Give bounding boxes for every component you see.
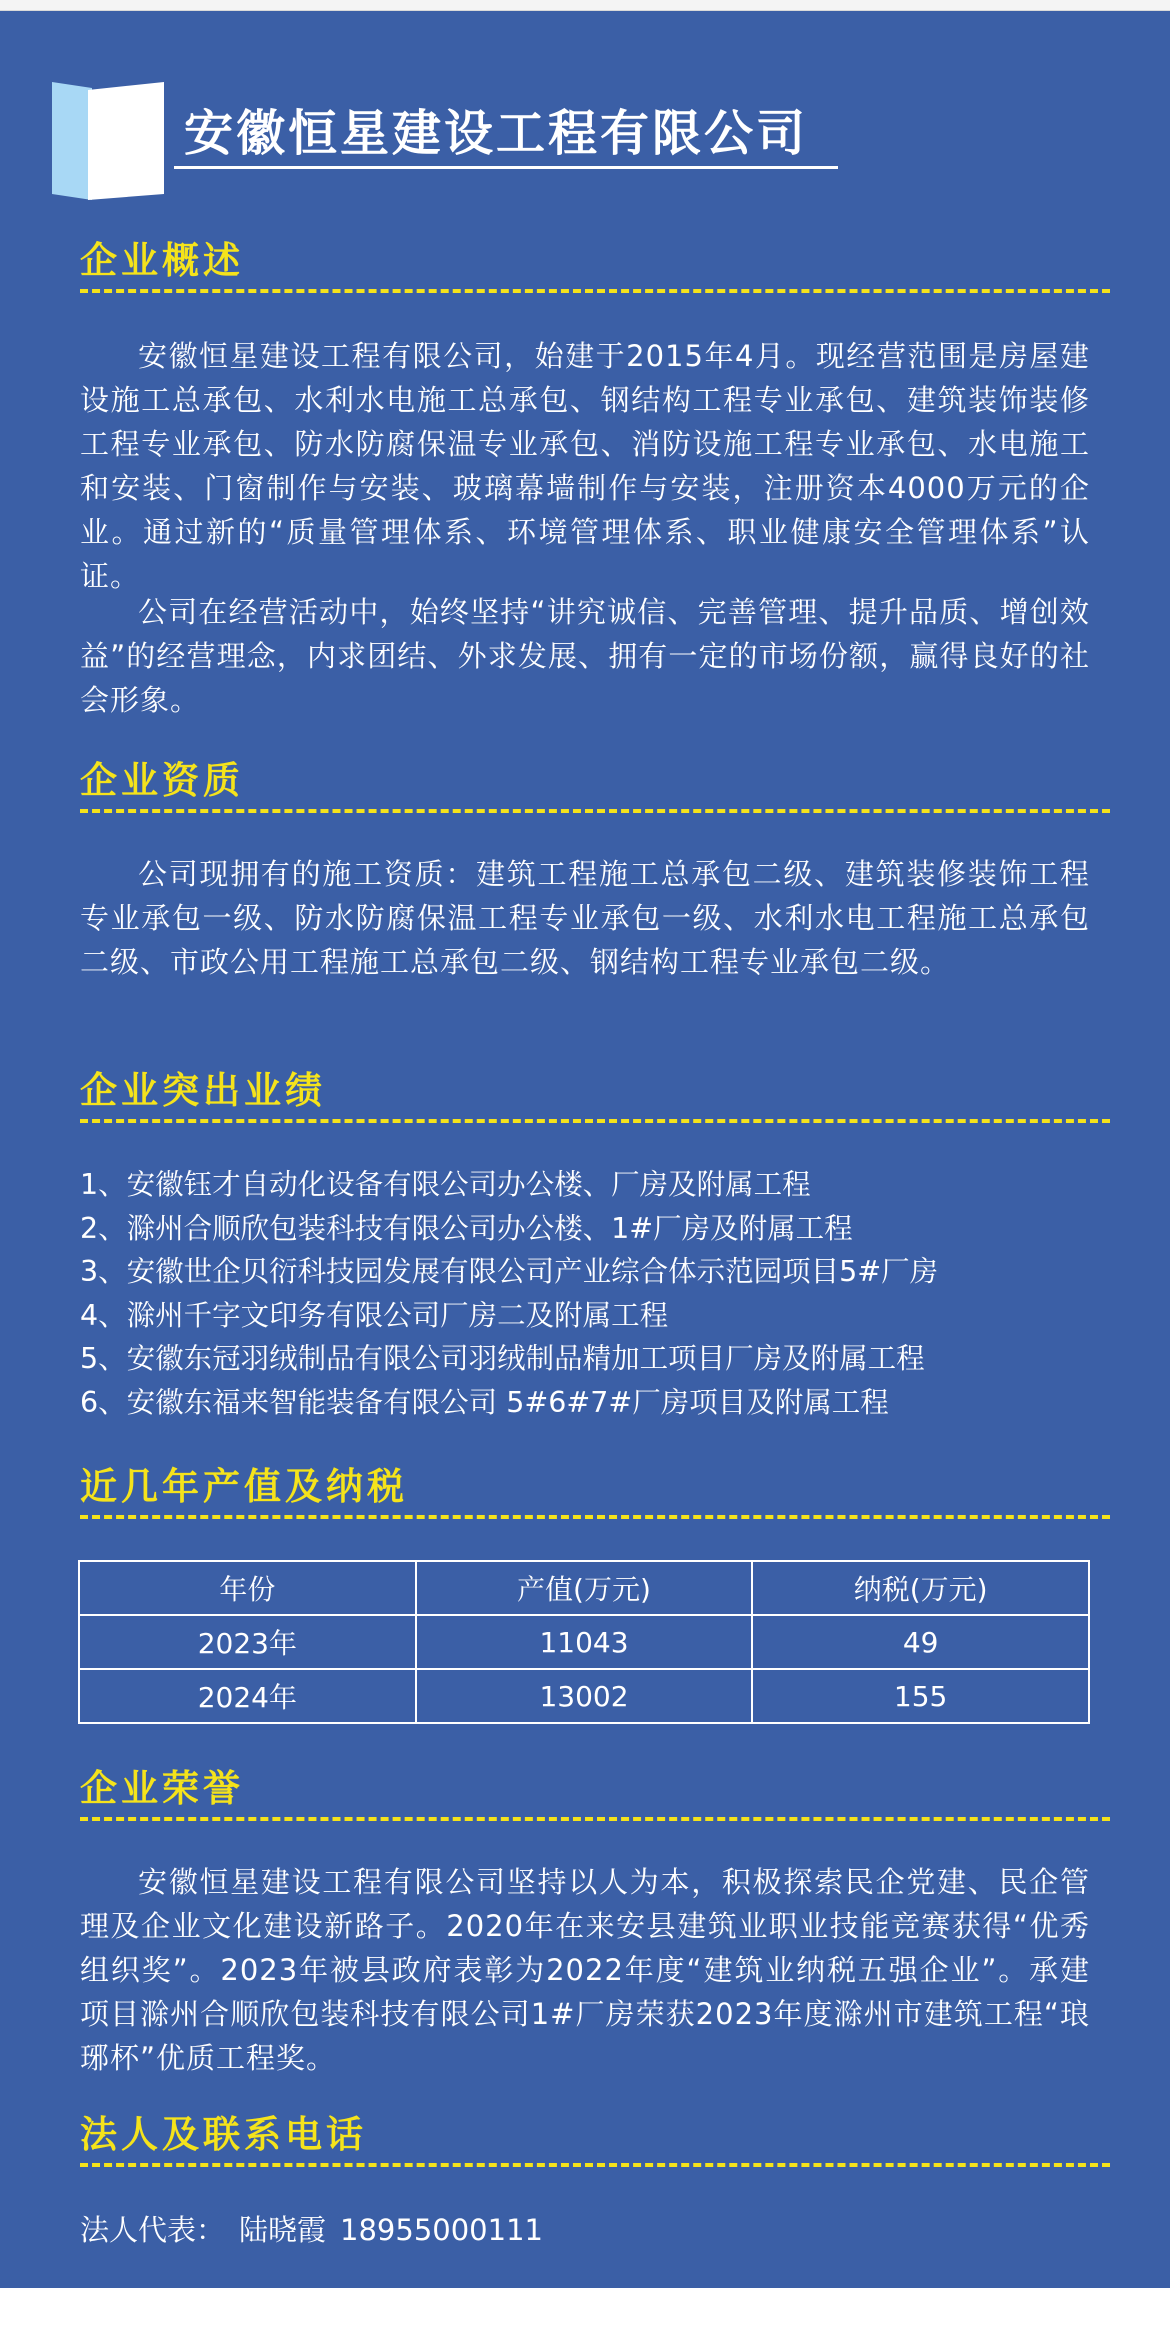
list-item: 1、安徽钰才自动化设备有限公司办公楼、厂房及附属工程 xyxy=(80,1168,811,1201)
table-cell: 2023年 xyxy=(79,1615,416,1669)
section-title-contact: 法人及联系电话 xyxy=(80,2112,367,2156)
company-name: 安徽恒星建设工程有限公司 xyxy=(184,105,809,162)
contact-name: 陆晓霞 xyxy=(239,2213,327,2247)
section-divider xyxy=(80,1817,1110,1821)
table-cell: 2024年 xyxy=(79,1669,416,1723)
list-item: 5、安徽东冠羽绒制品有限公司羽绒制品精加工项目厂房及附属工程 xyxy=(80,1342,925,1375)
achievements-list xyxy=(80,1163,1120,1424)
output-tax-table xyxy=(78,1560,1090,1724)
section-divider xyxy=(80,2163,1110,2167)
table-header-cell: 年份 xyxy=(79,1561,416,1615)
bottom-strip xyxy=(0,2288,1170,2348)
contact-label: 法人代表： xyxy=(80,2213,226,2247)
section-divider xyxy=(80,1515,1110,1519)
table-header-cell: 产值(万元) xyxy=(416,1561,753,1615)
contact-line xyxy=(80,2210,557,2250)
section-divider xyxy=(80,809,1110,813)
section-title-overview: 企业概述 xyxy=(80,238,244,282)
overview-paragraph-2: 公司在经营活动中，始终坚持“讲究诚信、完善管理、提升品质、增创效益”的经营理念，内求团结、外求发展、拥有一定的市场份额，赢得良好的社会形象。 xyxy=(80,595,1090,717)
table-cell: 13002 xyxy=(416,1669,753,1723)
table-cell: 155 xyxy=(752,1669,1089,1723)
qualification-paragraph: 公司现拥有的施工资质：建筑工程施工总承包二级、建筑装修装饰工程专业承包一级、防水防腐保温工程专业承包一级、水利水电工程施工总承包二级、市政公用工程施工总承包二级、钢结构工程专业承包二级。 xyxy=(80,857,1090,979)
section-title-honors: 企业荣誉 xyxy=(80,1766,244,1810)
section-title-output-tax: 近几年产值及纳税 xyxy=(80,1464,408,1508)
section-title-qualification: 企业资质 xyxy=(80,758,244,802)
honors-paragraph: 安徽恒星建设工程有限公司坚持以人为本，积极探索民企党建、民企管理及企业文化建设新路子。2020年在来安县建筑业职业技能竞赛获得“优秀组织奖”。2023年被县政府表彰为2022年度“建筑业纳税五强企业”。承建项目滁州合顺欣包装科技有限公司1#厂房荣获2023年度滁州市建筑工程“琅琊杯”优质工程奖。 xyxy=(80,1865,1090,2075)
table-header-cell: 纳税(万元) xyxy=(752,1561,1089,1615)
company-logo-icon xyxy=(52,82,164,200)
list-item: 3、安徽世企贝衍科技园发展有限公司产业综合体示范园项目5#厂房 xyxy=(80,1255,939,1288)
list-item: 2、滁州合顺欣包装科技有限公司办公楼、1#厂房及附属工程 xyxy=(80,1211,853,1245)
contact-phone: 18955000111 xyxy=(340,2213,543,2247)
table-cell: 11043 xyxy=(416,1615,753,1669)
table-cell: 49 xyxy=(752,1615,1089,1669)
title-underline xyxy=(174,166,838,169)
section-divider xyxy=(80,1119,1110,1123)
table-row xyxy=(79,1669,1089,1723)
table-header-row xyxy=(79,1561,1089,1615)
list-item: 6、安徽东福来智能装备有限公司 5#6#7#厂房项目及附属工程 xyxy=(80,1385,889,1419)
table-row xyxy=(79,1615,1089,1669)
list-item: 4、滁州千字文印务有限公司厂房二及附属工程 xyxy=(80,1298,669,1332)
overview-paragraph-1: 安徽恒星建设工程有限公司，始建于2015年4月。现经营范围是房屋建设施工总承包、水利水电施工总承包、钢结构工程专业承包、建筑装饰装修工程专业承包、防水防腐保温专业承包、消防设施工程专业承包、水电施工和安装、门窗制作与安装、玻璃幕墙制作与安装，注册资本4000万元的企业。通过新的“质量管理体系、环境管理体系、职业健康安全管理体系”认证。 xyxy=(80,339,1090,593)
section-divider xyxy=(80,289,1110,293)
section-title-achievements: 企业突出业绩 xyxy=(80,1068,326,1112)
